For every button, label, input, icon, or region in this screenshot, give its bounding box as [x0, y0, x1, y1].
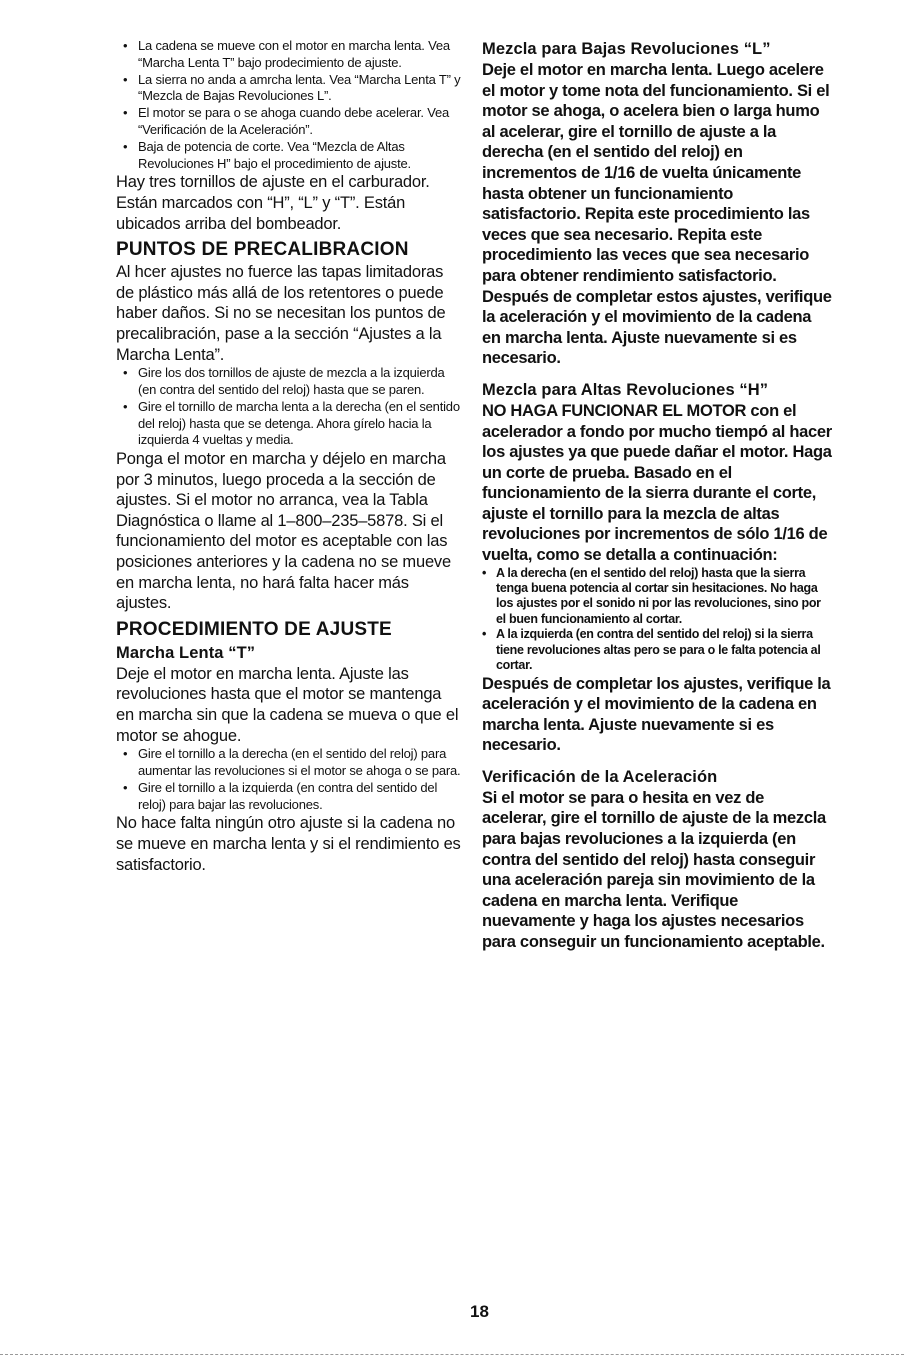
high-speed-mixture-heading: Mezcla para Altas Revoluciones “H” — [482, 380, 769, 399]
idle-speed-list — [116, 746, 462, 813]
carburetor-intro: Hay tres tornillos de ajuste en el carburador. Están marcados con “H”, “L” y “T”. Están ubicados arriba del bombeador. — [116, 173, 430, 233]
idle-speed-item: • Gire el tornillo a la izquierda (en contra del sentido del reloj) para bajar las revoluciones. — [116, 780, 462, 814]
low-speed-mixture-text: Deje el motor en marcha lenta. Luego acelere el motor y tome nota del funcionamiento. Si el motor se ahoga, o acelera bien o larga humo al acelerar, gire el tornillo de ajuste a la derecha (en el sentido del reloj) en incrementos de 1/16 de vuelta únicamente hasta obtener un funcionamiento satisfactorio. Repita este procedimiento las veces que sea necesario. Repita este procedimiento las veces que sea necesario para obtener rendimiento satisfactorio. Después de completar estos ajustes, verifique la aceleración y el movimiento de la cadena en marcha lenta. Ajuste nuevamente si es necesario. — [482, 61, 832, 368]
symptom-item: • El motor se para o se ahoga cuando debe acelerar. Vea “Verificación de la Aceleración”. — [116, 105, 462, 139]
precalibration-list — [116, 365, 462, 449]
high-speed-mixture-text: NO HAGA FUNCIONAR EL MOTOR con el acelerador a fondo por mucho tiempó al hacer los ajustes ya que puede dañar el motor. Haga un corte de prueba. Basado en el funcionamiento de la sierra durante el corte, ajuste el tornillo para la mezcla de altas revoluciones por incrementos de sólo 1/16 de vuelta, como se detalla a continuación: — [482, 401, 832, 565]
start-engine-text: Ponga el motor en marcha y déjelo en marcha por 3 minutos, luego proceda a la sección de ajustes. Si el motor no arranca, vea la Tabla Diagnóstica o llame al 1–800–235–5878. Si el funcionamiento del motor es aceptable con las posiciones anteriores y la cadena no se mueve en marcha lenta, no hará falta hacer más ajustes. — [116, 450, 451, 613]
high-speed-item: • A la derecha (en el sentido del reloj) hasta que la sierra tenga buena potencia al cortar sin hesitaciones. No haga los ajustes por el sonido ni por las revoluciones, sino por el buen funcionamiento al cortar. — [482, 566, 832, 628]
symptom-item: • La cadena se mueve con el motor en marcha lenta. Vea “Marcha Lenta T” bajo prodecimiento de ajuste. — [116, 38, 462, 72]
left-column — [116, 38, 462, 875]
high-speed-item: • A la izquierda (en contra del sentido del reloj) si la sierra tiene revoluciones altas pero se para o le falta potencia al cortar. — [482, 627, 832, 673]
right-column — [482, 38, 832, 953]
precalibration-text: Al hcer ajustes no fuerce las tapas limitadoras de plástico más allá de los retentores o puede haber daños. Si no se necesitan los puntos de precalibración, pase a la sección “Ajustes a la Marcha Lenta”. — [116, 263, 446, 364]
idle-speed-heading: Marcha Lenta “T” — [116, 643, 256, 662]
low-speed-mixture-heading: Mezcla para Bajas Revoluciones “L” — [482, 40, 771, 58]
acceleration-check-text: Si el motor se para o hesita en vez de acelerar, gire el tornillo de ajuste de la mezcla para bajas revoluciones a la izquierda (en contra del sentido del reloj) hasta conseguir una aceleración pareja sin movimiento de la cadena en marcha lenta. Verifique nuevamente y haga los ajustes necesarios para conseguir un funcionamiento aceptable. — [482, 788, 826, 952]
high-speed-list — [482, 566, 832, 674]
idle-speed-item: • Gire el tornillo a la derecha (en el sentido del reloj) para aumentar las revoluciones si el motor se ahoga o se para. — [116, 746, 462, 780]
idle-speed-text: Deje el motor en marcha lenta. Ajuste las revoluciones hasta que el motor se mantenga en marcha sin que la cadena se mueva o que el motor se ahogue. — [116, 664, 459, 745]
idle-speed-conclusion: No hace falta ningún otro ajuste si la cadena no se mueve en marcha lenta y si el rendimiento es satisfactorio. — [116, 814, 461, 874]
symptom-item: • Baja de potencia de corte. Vea “Mezcla de Altas Revoluciones H” bajo el procedimiento de ajuste. — [116, 139, 462, 173]
acceleration-check-heading: Verificación de la Aceleración — [482, 767, 718, 786]
symptom-item: • La sierra no anda a amrcha lenta. Vea “Marcha Lenta T” y “Mezcla de Bajas Revoluciones L”. — [116, 72, 462, 106]
adjustment-procedure-heading: PROCEDIMIENTO DE AJUSTE — [116, 618, 392, 640]
page-number: 18 — [470, 1302, 489, 1321]
precalibration-item: • Gire los dos tornillos de ajuste de mezcla a la izquierda (en contra del sentido del reloj) hasta que se paren. — [116, 365, 462, 399]
bottom-divider — [0, 1354, 904, 1355]
high-speed-conclusion: Después de completar los ajustes, verifique la aceleración y el movimiento de la cadena en marcha lenta. Ajuste nuevamente si es necesario. — [482, 674, 831, 755]
symptom-list — [116, 38, 462, 172]
precalibration-item: • Gire el tornillo de marcha lenta a la derecha (en el sentido del reloj) hasta que se detenga. Ahora gírelo hacia la izquierda 4 vueltas y media. — [116, 399, 462, 449]
precalibration-heading: PUNTOS DE PRECALIBRACION — [116, 239, 409, 261]
